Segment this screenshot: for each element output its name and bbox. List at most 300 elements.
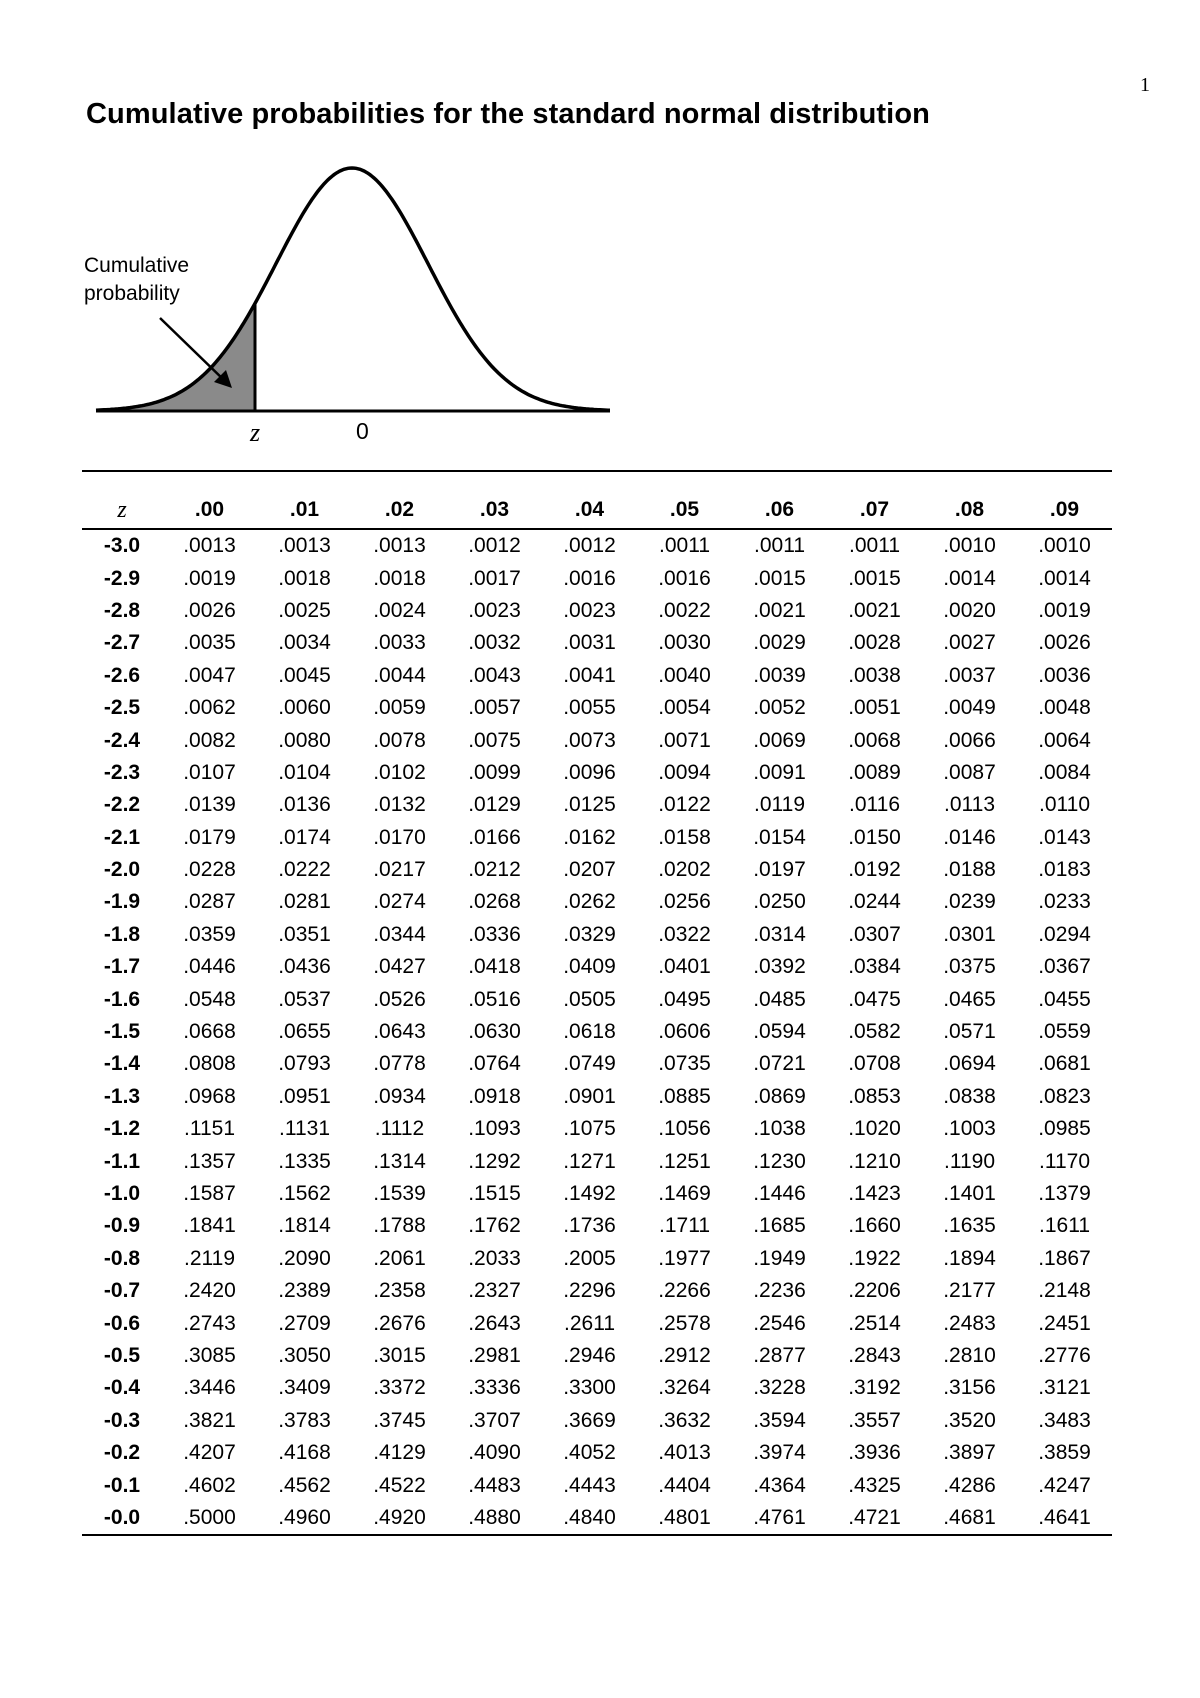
probability-cell: .4168 (278, 1441, 331, 1465)
header-col: .04 (542, 471, 637, 529)
probability-cell: .0034 (278, 631, 331, 655)
probability-cell: .0049 (943, 696, 996, 720)
probability-cell: .0192 (848, 858, 901, 882)
probability-cell: .4840 (563, 1505, 616, 1529)
probability-cell: .0027 (943, 631, 996, 655)
probability-cell: .0217 (373, 858, 426, 882)
probability-cell: .0064 (1038, 728, 1091, 752)
probability-cell: .0643 (373, 1020, 426, 1044)
probability-cell: .0047 (183, 663, 236, 687)
row-z-value: -0.0 (103, 1505, 141, 1529)
probability-cell: .4052 (563, 1441, 616, 1465)
probability-cell: .3085 (183, 1343, 236, 1367)
page-number: 1 (1140, 74, 1150, 96)
probability-cell: .0036 (1038, 663, 1091, 687)
row-z-value: -1.7 (103, 955, 141, 979)
probability-cell: .0951 (278, 1084, 331, 1108)
cumulative-label-line1: Cumulative (84, 254, 190, 277)
probability-cell: .1230 (753, 1149, 806, 1173)
probability-cell: .0113 (944, 793, 995, 817)
probability-cell: .0274 (373, 890, 426, 914)
row-z-value: -1.8 (103, 922, 141, 946)
probability-cell: .2033 (468, 1246, 521, 1270)
probability-cell: .0409 (563, 955, 616, 979)
table-row (82, 1307, 1112, 1339)
probability-cell: .0018 (278, 566, 331, 590)
normal-curve-svg (0, 0, 1200, 470)
probability-cell: .3228 (753, 1376, 806, 1400)
probability-cell: .1736 (563, 1214, 616, 1238)
probability-cell: .0594 (753, 1020, 806, 1044)
table-row (82, 789, 1112, 821)
probability-cell: .0018 (373, 566, 426, 590)
probability-cell: .1587 (183, 1182, 236, 1205)
probability-cell: .3264 (658, 1376, 711, 1400)
row-z-value: -0.7 (103, 1279, 141, 1303)
label-arrow (160, 318, 226, 382)
probability-cell: .3372 (373, 1376, 426, 1400)
header-z: z (82, 471, 162, 529)
table-row (82, 1210, 1112, 1242)
probability-cell: .2005 (563, 1246, 616, 1270)
probability-cell: .0446 (183, 955, 236, 979)
probability-cell: .3669 (563, 1408, 616, 1432)
probability-cell: .1539 (373, 1182, 426, 1205)
probability-cell: .3015 (373, 1343, 426, 1367)
table-body (82, 529, 1112, 1535)
probability-cell: .0016 (658, 566, 711, 590)
probability-cell: .0222 (278, 858, 331, 882)
probability-cell: .0174 (278, 825, 331, 849)
probability-cell: .2266 (658, 1279, 711, 1303)
probability-cell: .1762 (468, 1214, 521, 1238)
probability-cell: .1003 (943, 1117, 996, 1141)
probability-cell: .0166 (468, 825, 521, 849)
probability-cell: .0023 (563, 598, 616, 622)
probability-cell: .0268 (468, 890, 521, 914)
probability-cell: .0021 (848, 598, 901, 622)
probability-cell: .0516 (468, 987, 521, 1011)
probability-cell: .0359 (183, 922, 236, 946)
probability-cell: .4920 (373, 1505, 426, 1529)
probability-cell: .0015 (848, 566, 901, 590)
probability-cell: .2483 (943, 1311, 996, 1335)
table-row (82, 822, 1112, 854)
probability-cell: .3859 (1038, 1441, 1091, 1465)
probability-cell: .0038 (848, 663, 901, 687)
row-z-value: -0.4 (103, 1376, 141, 1400)
header-col: .05 (637, 471, 732, 529)
probability-cell: .0089 (848, 760, 901, 784)
probability-cell: .0099 (468, 760, 521, 784)
probability-cell: .2776 (1038, 1343, 1091, 1367)
probability-cell: .0013 (183, 534, 236, 558)
probability-cell: .4761 (753, 1505, 806, 1529)
probability-cell: .2296 (563, 1279, 616, 1303)
probability-cell: .0011 (754, 534, 805, 558)
probability-cell: .0307 (848, 922, 901, 946)
probability-cell: .0294 (1038, 922, 1091, 946)
probability-cell: .0436 (278, 955, 331, 979)
probability-cell: .1020 (848, 1117, 901, 1141)
probability-cell: .4404 (658, 1473, 711, 1497)
probability-cell: .1515 (468, 1182, 521, 1205)
probability-cell: .2743 (183, 1311, 236, 1335)
probability-cell: .0537 (278, 987, 331, 1011)
probability-cell: .3192 (848, 1376, 901, 1400)
probability-cell: .1271 (563, 1149, 616, 1173)
probability-cell: .0322 (658, 922, 711, 946)
probability-cell: .0071 (658, 728, 711, 752)
row-z-value: -2.6 (103, 663, 141, 687)
probability-cell: .0548 (183, 987, 236, 1011)
table-row (82, 1405, 1112, 1437)
probability-cell: .0094 (658, 760, 711, 784)
probability-cell: .0143 (1038, 825, 1091, 849)
probability-cell: .2119 (184, 1246, 235, 1270)
probability-cell: .0044 (373, 663, 426, 687)
table-row (82, 724, 1112, 756)
row-z-value: -0.3 (103, 1408, 141, 1432)
probability-cell: .0418 (468, 955, 521, 979)
header-col: .06 (732, 471, 827, 529)
probability-cell: .0087 (943, 760, 996, 784)
probability-cell: .4129 (373, 1441, 426, 1465)
probability-cell: .1492 (563, 1182, 616, 1205)
probability-cell: .4247 (1038, 1473, 1091, 1497)
probability-cell: .1401 (943, 1182, 996, 1205)
probability-cell: .1611 (1039, 1214, 1090, 1238)
probability-cell: .4325 (848, 1473, 901, 1497)
probability-cell: .0162 (563, 825, 616, 849)
probability-cell: .0029 (753, 631, 806, 655)
probability-cell: .1357 (183, 1149, 236, 1173)
probability-cell: .1190 (944, 1149, 995, 1173)
row-z-value: -2.7 (103, 631, 141, 655)
table-row (82, 1081, 1112, 1113)
probability-cell: .1131 (279, 1117, 330, 1141)
probability-cell: .0051 (848, 696, 901, 720)
probability-cell: .0708 (848, 1052, 901, 1076)
probability-cell: .0559 (1038, 1020, 1091, 1044)
probability-cell: .3557 (848, 1408, 901, 1432)
probability-cell: .3707 (468, 1408, 521, 1432)
probability-cell: .0146 (943, 825, 996, 849)
probability-cell: .0104 (278, 760, 331, 784)
table-row (82, 951, 1112, 983)
probability-cell: .0655 (278, 1020, 331, 1044)
probability-cell: .0023 (468, 598, 521, 622)
probability-cell: .0032 (468, 631, 521, 655)
probability-cell: .0091 (753, 760, 806, 784)
probability-cell: .1660 (848, 1214, 901, 1238)
probability-cell: .0054 (658, 696, 711, 720)
probability-cell: .0526 (373, 987, 426, 1011)
probability-cell: .2090 (278, 1246, 331, 1270)
row-z-value: -2.3 (103, 760, 141, 784)
probability-cell: .2981 (468, 1343, 521, 1367)
probability-cell: .1685 (753, 1214, 806, 1238)
probability-cell: .0392 (753, 955, 806, 979)
probability-cell: .0122 (658, 793, 711, 817)
probability-cell: .0068 (848, 728, 901, 752)
row-z-value: -2.1 (103, 825, 141, 849)
probability-cell: .4522 (373, 1473, 426, 1497)
table-row (82, 1048, 1112, 1080)
probability-cell: .0012 (563, 534, 616, 558)
probability-cell: .3300 (563, 1376, 616, 1400)
probability-cell: .1814 (278, 1214, 331, 1238)
probability-cell: .0129 (468, 793, 521, 817)
probability-cell: .4602 (183, 1473, 236, 1497)
probability-cell: .0170 (373, 825, 426, 849)
probability-cell: .0043 (468, 663, 521, 687)
row-z-value: -0.5 (103, 1343, 141, 1367)
table-row (82, 1275, 1112, 1307)
probability-cell: .0749 (563, 1052, 616, 1076)
probability-cell: .1292 (468, 1149, 521, 1173)
probability-cell: .0060 (278, 696, 331, 720)
table-row (82, 1437, 1112, 1469)
probability-cell: .0793 (278, 1052, 331, 1076)
probability-cell: .0057 (468, 696, 521, 720)
table-row (82, 595, 1112, 627)
probability-cell: .1112 (374, 1117, 425, 1141)
probability-cell: .4286 (943, 1473, 996, 1497)
probability-cell: .3520 (943, 1408, 996, 1432)
probability-cell: .3446 (183, 1376, 236, 1400)
probability-cell: .0020 (943, 598, 996, 622)
probability-cell: .0132 (373, 793, 426, 817)
probability-cell: .0069 (753, 728, 806, 752)
table-row (82, 983, 1112, 1015)
probability-cell: .1635 (943, 1214, 996, 1238)
probability-cell: .0212 (468, 858, 521, 882)
probability-cell: .0010 (943, 534, 996, 558)
probability-cell: .2514 (848, 1311, 901, 1335)
z-marker-label: z (250, 418, 261, 447)
probability-cell: .4960 (278, 1505, 331, 1529)
probability-cell: .0630 (468, 1020, 521, 1044)
z-table-container (82, 470, 1112, 1536)
row-z-value: -2.5 (103, 696, 141, 720)
probability-cell: .1170 (1039, 1149, 1090, 1173)
probability-cell: .0011 (659, 534, 710, 558)
probability-cell: .0025 (278, 598, 331, 622)
probability-cell: .1949 (753, 1246, 806, 1270)
header-row (82, 471, 1112, 529)
probability-cell: .0314 (753, 922, 806, 946)
probability-cell: .4443 (563, 1473, 616, 1497)
probability-cell: .5000 (183, 1505, 236, 1529)
probability-cell: .0040 (658, 663, 711, 687)
table-row (82, 1502, 1112, 1535)
probability-cell: .0096 (563, 760, 616, 784)
probability-cell: .2420 (183, 1279, 236, 1303)
probability-cell: .0052 (753, 696, 806, 720)
probability-cell: .0024 (373, 598, 426, 622)
table-header (82, 471, 1112, 529)
row-z-value: -0.2 (103, 1441, 141, 1465)
probability-cell: .0013 (373, 534, 426, 558)
probability-cell: .2877 (753, 1343, 806, 1367)
probability-cell: .0367 (1038, 955, 1091, 979)
probability-cell: .0918 (468, 1084, 521, 1108)
probability-cell: .2236 (753, 1279, 806, 1303)
probability-cell: .4721 (848, 1505, 901, 1529)
probability-cell: .0505 (563, 987, 616, 1011)
header-col: .01 (257, 471, 352, 529)
row-z-value: -2.0 (103, 858, 141, 882)
header-col: .02 (352, 471, 447, 529)
probability-cell: .0427 (373, 955, 426, 979)
probability-cell: .0571 (943, 1020, 996, 1044)
row-z-value: -0.1 (103, 1473, 141, 1497)
probability-cell: .4562 (278, 1473, 331, 1497)
probability-cell: .0885 (658, 1084, 711, 1108)
probability-cell: .2148 (1038, 1279, 1091, 1303)
probability-cell: .0985 (1038, 1117, 1091, 1141)
probability-cell: .3974 (753, 1441, 806, 1465)
table-row (82, 562, 1112, 594)
probability-cell: .0618 (563, 1020, 616, 1044)
probability-cell: .0188 (943, 858, 996, 882)
probability-cell: .0668 (183, 1020, 236, 1044)
probability-cell: .0262 (563, 890, 616, 914)
probability-cell: .0465 (943, 987, 996, 1011)
row-z-value: -3.0 (103, 534, 141, 558)
header-col: .09 (1017, 471, 1112, 529)
probability-cell: .2546 (753, 1311, 806, 1335)
probability-cell: .0485 (753, 987, 806, 1011)
probability-cell: .1314 (373, 1149, 426, 1173)
probability-cell: .0344 (373, 922, 426, 946)
probability-cell: .0012 (468, 534, 521, 558)
probability-cell: .0582 (848, 1020, 901, 1044)
probability-cell: .2327 (468, 1279, 521, 1303)
probability-cell: .0764 (468, 1052, 521, 1076)
probability-cell: .0495 (658, 987, 711, 1011)
probability-cell: .2912 (658, 1343, 711, 1367)
probability-cell: .0107 (183, 760, 236, 784)
probability-cell: .4880 (468, 1505, 521, 1529)
probability-cell: .3821 (183, 1408, 236, 1432)
probability-cell: .1711 (659, 1214, 710, 1238)
probability-cell: .0078 (373, 728, 426, 752)
probability-cell: .0838 (943, 1084, 996, 1108)
probability-cell: .0045 (278, 663, 331, 687)
probability-cell: .2451 (1038, 1311, 1091, 1335)
table-row (82, 1145, 1112, 1177)
probability-cell: .0110 (1039, 793, 1090, 817)
probability-cell: .0014 (1038, 566, 1091, 590)
probability-cell: .1038 (753, 1117, 806, 1141)
probability-cell: .4090 (468, 1441, 521, 1465)
probability-cell: .0055 (563, 696, 616, 720)
probability-cell: .4207 (183, 1441, 236, 1465)
probability-cell: .0059 (373, 696, 426, 720)
probability-cell: .3121 (1038, 1376, 1091, 1400)
probability-cell: .1894 (943, 1246, 996, 1270)
probability-cell: .2946 (563, 1343, 616, 1367)
row-z-value: -0.8 (103, 1246, 141, 1270)
probability-cell: .0139 (183, 793, 236, 817)
probability-cell: .0084 (1038, 760, 1091, 784)
probability-cell: .0934 (373, 1084, 426, 1108)
probability-cell: .0016 (563, 566, 616, 590)
probability-cell: .4641 (1038, 1505, 1091, 1529)
probability-cell: .0207 (563, 858, 616, 882)
probability-cell: .2578 (658, 1311, 711, 1335)
header-col: .07 (827, 471, 922, 529)
probability-cell: .4364 (753, 1473, 806, 1497)
row-z-value: -2.9 (103, 566, 141, 590)
table-row (82, 692, 1112, 724)
probability-cell: .0375 (943, 955, 996, 979)
probability-cell: .1379 (1038, 1182, 1091, 1205)
probability-cell: .0066 (943, 728, 996, 752)
probability-cell: .4801 (658, 1505, 711, 1529)
probability-cell: .2177 (943, 1279, 996, 1303)
probability-cell: .0017 (468, 566, 521, 590)
probability-cell: .1922 (848, 1246, 901, 1270)
probability-cell: .0329 (563, 922, 616, 946)
probability-cell: .0778 (373, 1052, 426, 1076)
probability-cell: .3483 (1038, 1408, 1091, 1432)
probability-cell: .0015 (753, 566, 806, 590)
probability-cell: .3050 (278, 1343, 331, 1367)
probability-cell: .0901 (563, 1084, 616, 1108)
probability-cell: .0239 (943, 890, 996, 914)
probability-cell: .3632 (658, 1408, 711, 1432)
probability-cell: .0256 (658, 890, 711, 914)
table-row (82, 627, 1112, 659)
header-col: .00 (162, 471, 257, 529)
table-row (82, 529, 1112, 562)
probability-cell: .0080 (278, 728, 331, 752)
probability-cell: .3936 (848, 1441, 901, 1465)
probability-cell: .1056 (658, 1117, 711, 1141)
probability-cell: .0233 (1038, 890, 1091, 914)
probability-cell: .0808 (183, 1052, 236, 1076)
probability-cell: .4681 (943, 1505, 996, 1529)
probability-cell: .0183 (1038, 858, 1091, 882)
probability-cell: .0455 (1038, 987, 1091, 1011)
probability-cell: .1093 (468, 1117, 521, 1141)
page-title: Cumulative probabilities for the standard normal distribution (86, 98, 930, 130)
row-z-value: -1.6 (103, 987, 141, 1011)
probability-cell: .3745 (373, 1408, 426, 1432)
probability-cell: .2358 (373, 1279, 426, 1303)
z-table (82, 470, 1112, 1536)
row-z-value: -2.8 (103, 598, 141, 622)
probability-cell: .0014 (943, 566, 996, 590)
probability-cell: .0869 (753, 1084, 806, 1108)
probability-cell: .0401 (658, 955, 711, 979)
probability-cell: .2389 (278, 1279, 331, 1303)
probability-cell: .0301 (943, 922, 996, 946)
header-col: .08 (922, 471, 1017, 529)
probability-cell: .0073 (563, 728, 616, 752)
probability-cell: .0048 (1038, 696, 1091, 720)
probability-cell: .2643 (468, 1311, 521, 1335)
probability-cell: .0681 (1038, 1052, 1091, 1076)
probability-cell: .2709 (278, 1311, 331, 1335)
probability-cell: .0013 (278, 534, 331, 558)
probability-cell: .1151 (184, 1117, 235, 1141)
probability-cell: .0082 (183, 728, 236, 752)
probability-cell: .0019 (1038, 598, 1091, 622)
